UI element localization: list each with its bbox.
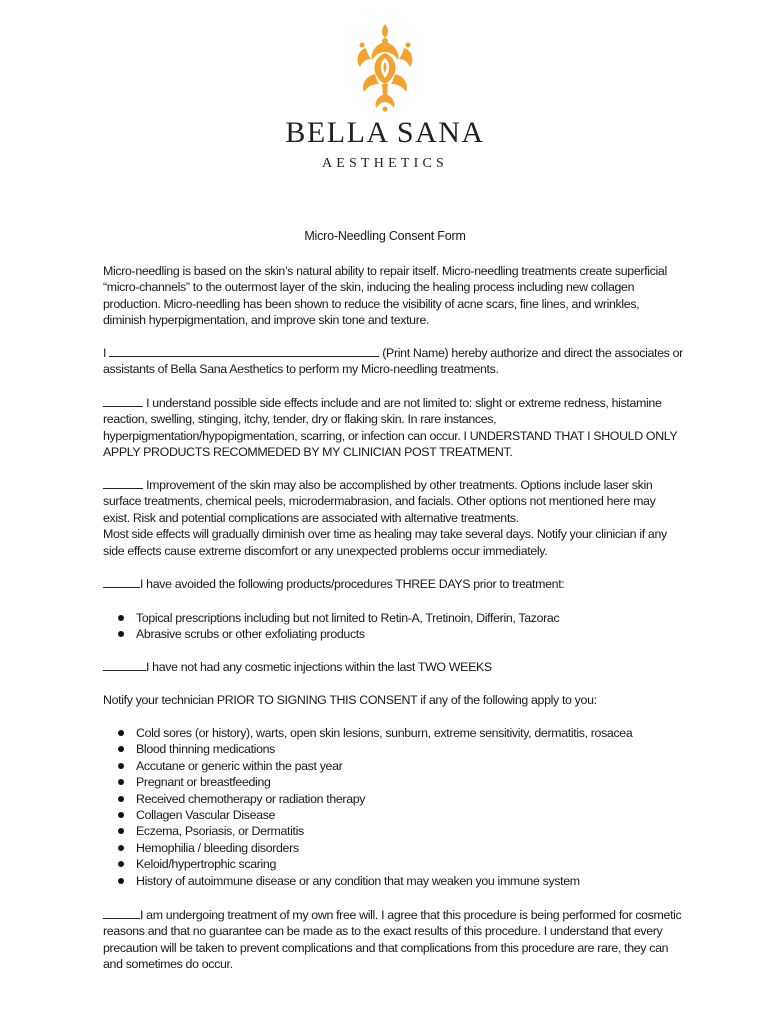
logo — [0, 22, 770, 112]
form-title: Micro-Needling Consent Form — [304, 229, 466, 243]
injections-paragraph — [103, 659, 683, 675]
intro-text: Micro-needling is based on the skin’s natural ability to repair itself. Micro-needling treatments create superficial “micro-channels” to the outermost layer of the skin, inducing the healing process including new collagen production. Micro-needling has been shown to reduce the visibility of acne scars, fine lines, and wrinkles, diminish hyperpigmentation, and improve skin tone and texture. — [103, 264, 667, 328]
alternatives-text: Improvement of the skin may also be accomplished by other treatments. Options include laser skin surface treatments, chemical peels, microdermabrasion, and facials. Other options not mentioned here may exist. Risk and potential complications are associated with alternative treatments. — [103, 478, 656, 525]
list-item: Blood thinning medications — [118, 741, 632, 757]
list-item: History of autoimmune disease or any condition that may weaken you immune system — [118, 873, 632, 889]
print-name-field[interactable] — [109, 345, 379, 357]
avoided-initial-field[interactable] — [103, 576, 140, 588]
brand-tagline: AESTHETICS — [322, 156, 448, 171]
bullet-icon — [118, 861, 124, 867]
bullet-icon — [118, 845, 124, 851]
bullet-icon — [118, 796, 124, 802]
list-item: Hemophilia / bleeding disorders — [118, 840, 632, 856]
brand-name: BELLA SANA — [285, 116, 485, 149]
list-item: Accutane or generic within the past year — [118, 758, 632, 774]
list-item: Pregnant or breastfeeding — [118, 774, 632, 790]
intro-paragraph — [103, 263, 683, 329]
damask-fleur-icon — [352, 22, 418, 112]
list-item: Eczema, Psoriasis, or Dermatitis — [118, 823, 632, 839]
list-item: Keloid/hypertrophic scaring — [118, 856, 632, 872]
free-will-initial-field[interactable] — [103, 907, 140, 919]
avoided-text: I have avoided the following products/procedures THREE DAYS prior to treatment: — [140, 577, 565, 591]
bullet-icon — [118, 779, 124, 785]
side-effects-initial-field[interactable] — [103, 395, 143, 407]
conditions-list — [118, 725, 632, 889]
notify-paragraph — [103, 692, 683, 708]
alternatives-initial-field[interactable] — [103, 477, 143, 489]
avoided-paragraph — [103, 576, 683, 592]
bullet-icon — [118, 615, 124, 621]
bullet-icon — [118, 878, 124, 884]
list-item: Topical prescriptions including but not limited to Retin-A, Tretinoin, Differin, Tazorac — [118, 610, 559, 626]
alternatives-paragraph — [103, 477, 683, 559]
side-effects-paragraph — [103, 395, 683, 461]
side-effects-text: I understand possible side effects include and are not limited to: slight or extreme redness, histamine reaction, swelling, stinging, itchy, tender, dry or flaking skin. In rare instances, hyperpigmentation/hypopigmentation, scarring, or infection can occur. I UNDERSTAND THAT I SHOULD ONLY APPLY PRODUCTS RECOMMEDED BY MY CLINICIAN POST TREATMENT. — [103, 396, 678, 460]
bullet-icon — [118, 763, 124, 769]
alternatives-text-2: Most side effects will gradually diminish over time as healing may take several days. Notify your clinician if any side effects cause extreme discomfort or any unexpected problems occur immediately. — [103, 527, 667, 558]
list-item: Cold sores (or history), warts, open skin lesions, sunburn, extreme sensitivity, dermatitis, rosacea — [118, 725, 632, 741]
authorization-text: (Print Name) hereby authorize and direct the associates or assistants of Bella Sana Aesthetics to perform my Micro-needling treatments. — [103, 346, 683, 377]
injections-text: I have not had any cosmetic injections within the last TWO WEEKS — [146, 660, 492, 674]
list-item: Collagen Vascular Disease — [118, 807, 632, 823]
bullet-icon — [118, 746, 124, 752]
notify-text: Notify your technician PRIOR TO SIGNING THIS CONSENT if any of the following apply to you: — [103, 693, 597, 707]
bullet-icon — [118, 631, 124, 637]
avoided-list — [118, 610, 559, 643]
free-will-text: I am undergoing treatment of my own free will. I agree that this procedure is being performed for cosmetic reasons and that no guarantee can be made as to the exact results of this procedure. I understand that every precaution will be taken to prevent complications and that complications from this procedure are rare, they can and sometimes do occur. — [103, 908, 682, 972]
bullet-icon — [118, 812, 124, 818]
list-item: Received chemotherapy or radiation therapy — [118, 791, 632, 807]
list-item: Abrasive scrubs or other exfoliating products — [118, 626, 559, 642]
bullet-icon — [118, 730, 124, 736]
bullet-icon — [118, 828, 124, 834]
authorization-prefix: I — [103, 346, 107, 360]
authorization-paragraph — [103, 345, 683, 378]
free-will-paragraph — [103, 907, 683, 973]
injections-initial-field[interactable] — [103, 659, 146, 671]
